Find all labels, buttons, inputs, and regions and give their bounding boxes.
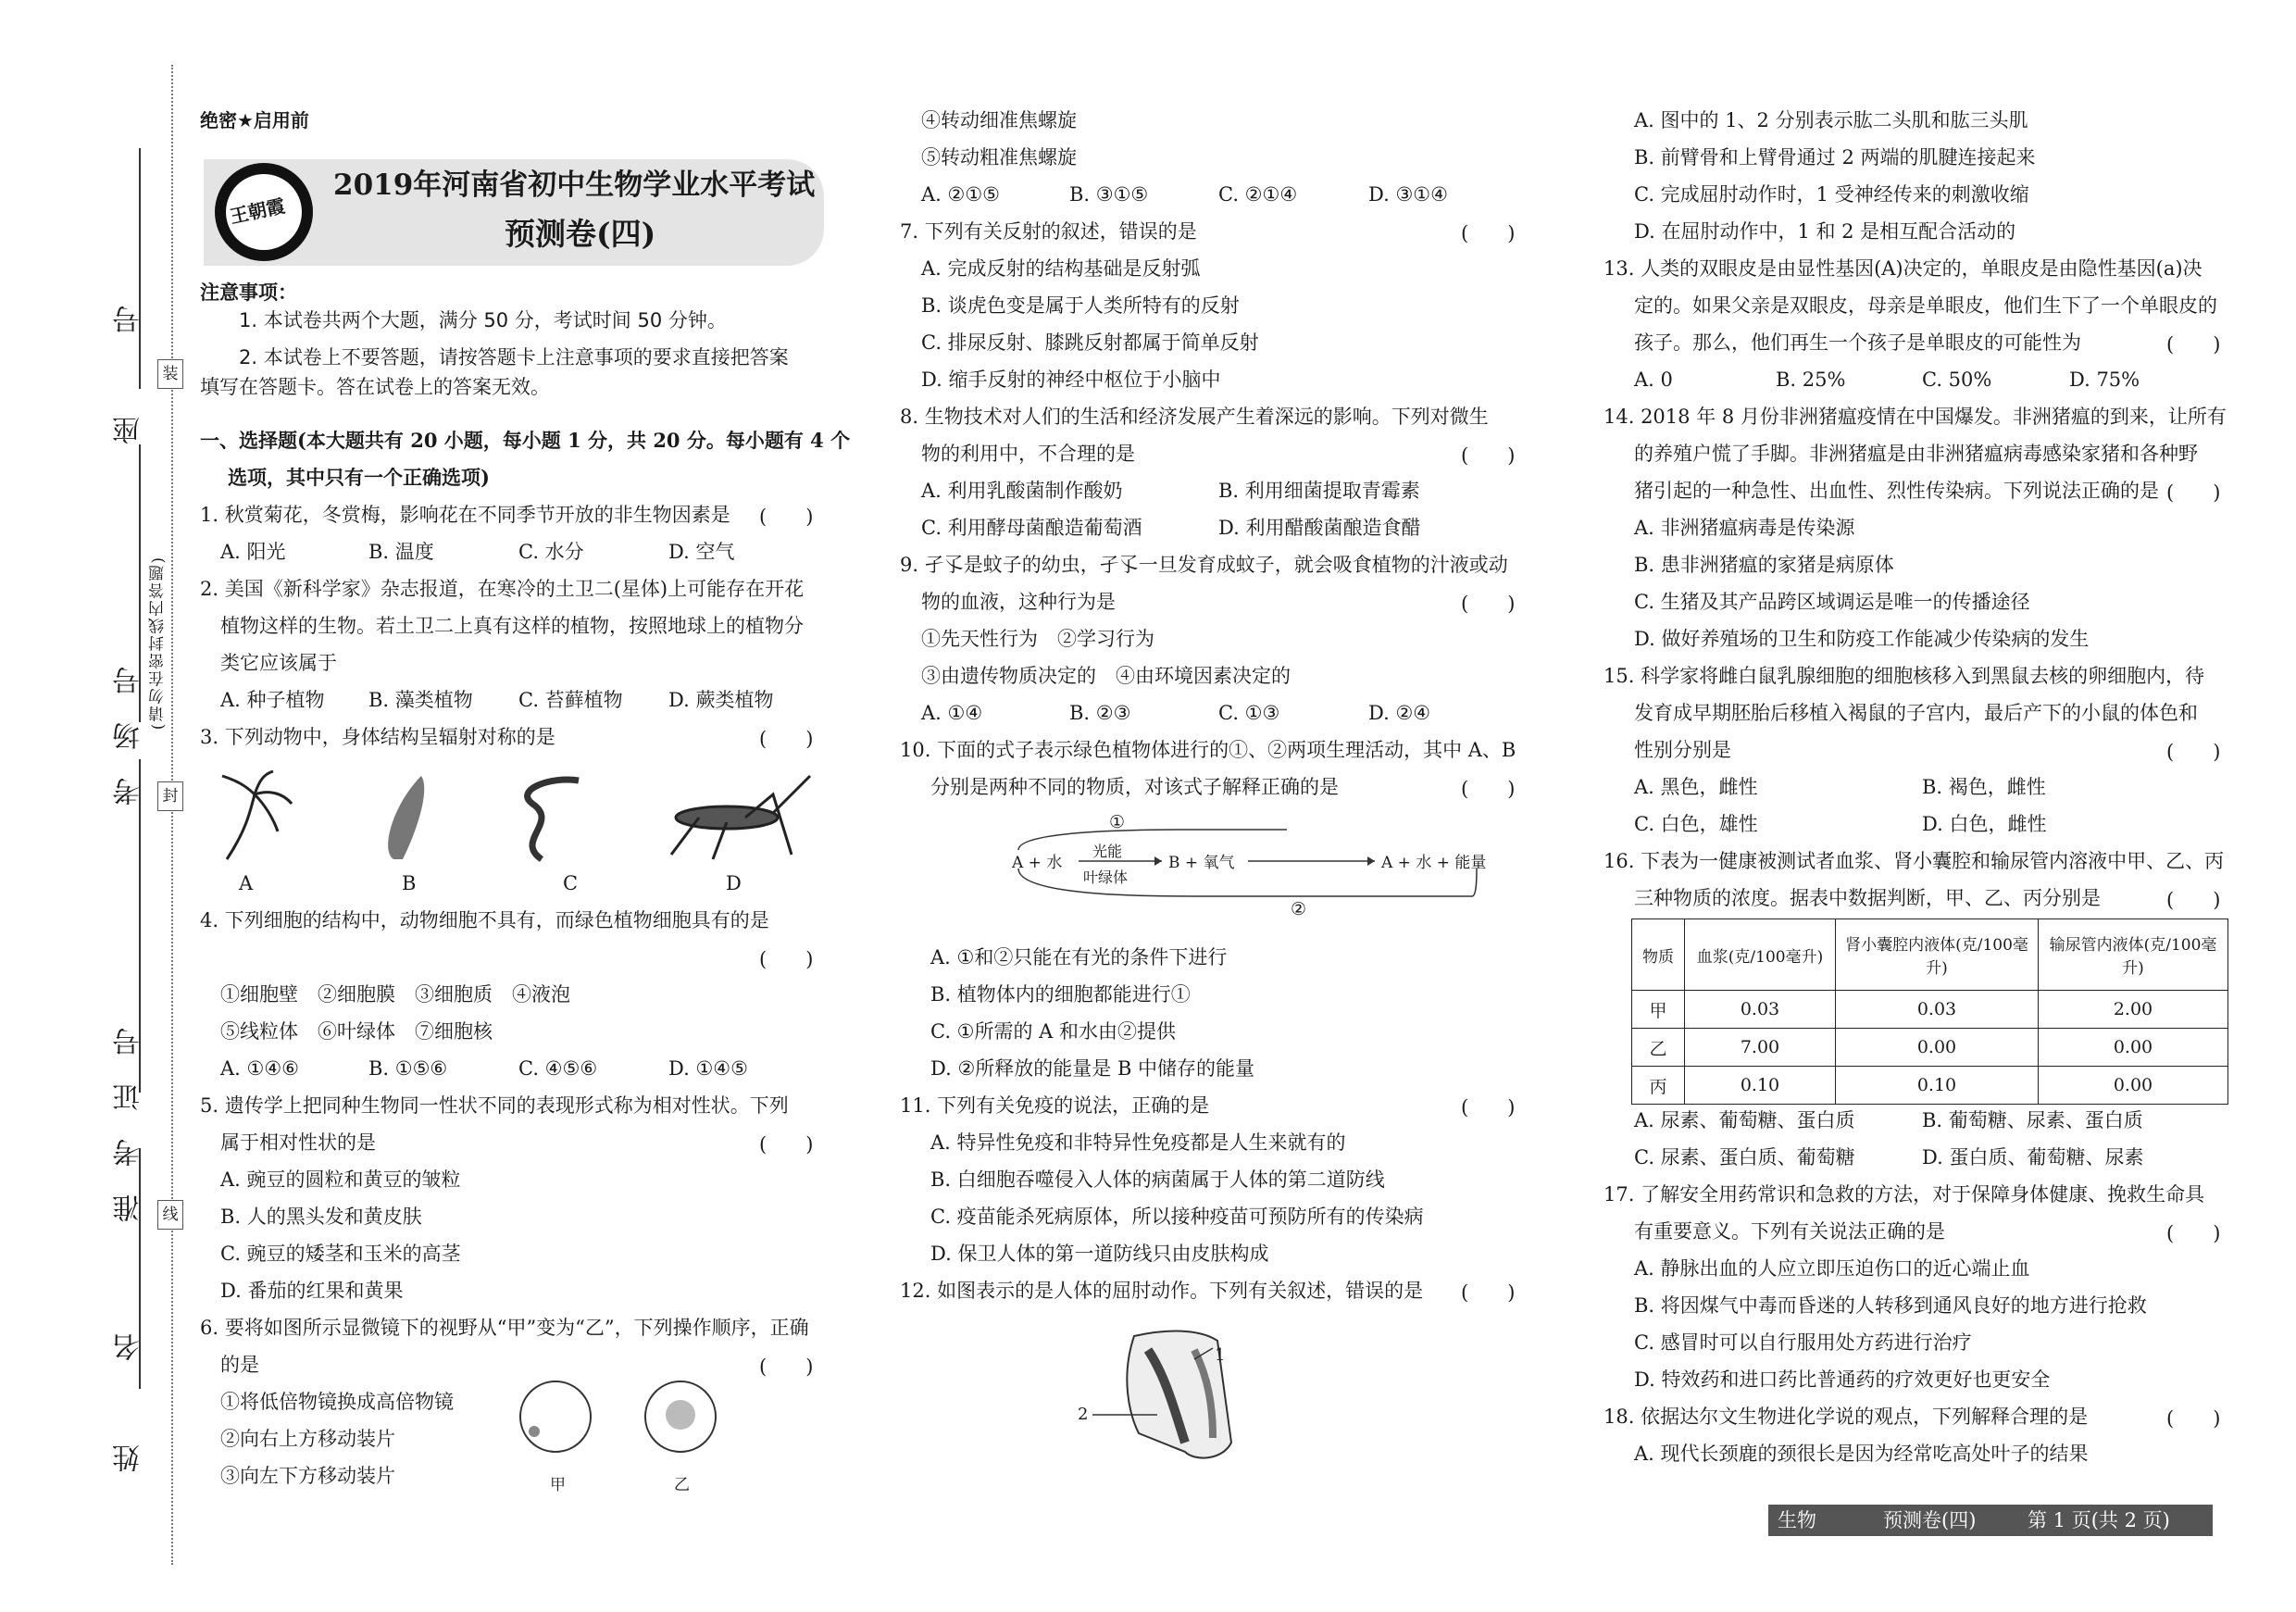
q18-option-a: A. 现代长颈鹿的颈很长是因为经常吃高处叶子的结果 xyxy=(1634,1443,2089,1465)
q15-line2: 发育成早期胚胎后移植入褐鼠的子宫内，最后产下的小鼠的体色和 xyxy=(1634,702,2198,724)
q9-option-c: C. ①③ xyxy=(1218,702,1280,724)
table-header-row xyxy=(1632,919,2228,991)
table-cell: 甲 xyxy=(1632,991,1685,1029)
q11-answer-paren[interactable]: ( ) xyxy=(1461,1096,1516,1118)
q9-items-2: ③由遗传物质决定的 ④由环境因素决定的 xyxy=(921,665,1291,687)
q4-option-d: D. ①④⑤ xyxy=(668,1057,748,1080)
exam-room-label: 考场号 xyxy=(113,639,145,806)
q17-answer-paren[interactable]: ( ) xyxy=(2166,1222,2221,1244)
formula-right: A + 水 + 能量 xyxy=(1381,854,1487,872)
q6-step-5: ⑤转动粗准焦螺旋 xyxy=(921,146,1077,169)
q14-answer-paren[interactable]: ( ) xyxy=(2166,481,2221,504)
q15-option-d: D. 白色，雌性 xyxy=(1922,813,2047,835)
q3-answer-paren[interactable]: ( ) xyxy=(759,728,814,750)
q6-option-b: B. ③①⑤ xyxy=(1069,183,1149,206)
q14-line1: 14. 2018 年 8 月份非洲猪瘟疫情在中国爆发。非洲猪瘟的到来，让所有 xyxy=(1603,406,2227,428)
seat-label: 座 号 xyxy=(113,278,145,444)
seat-field[interactable] xyxy=(139,148,141,389)
q18-answer-paren[interactable]: ( ) xyxy=(2166,1407,2221,1430)
planarian-figure xyxy=(388,776,424,859)
page-footer xyxy=(1768,1505,2213,1536)
q9-line1: 9. 孑孓是蚊子的幼虫，孑孓一旦发育成蚊子，就会吸食植物的汁液或动 xyxy=(900,554,1508,576)
q3-option-b: B xyxy=(402,872,417,894)
q6-line2: 的是 xyxy=(220,1354,259,1376)
q3-stem: 3. 下列动物中，身体结构呈辐射对称的是 xyxy=(200,726,555,748)
q10-option-c: C. ①所需的 A 和水由②提供 xyxy=(930,1020,1177,1043)
q17-option-c: C. 感冒时可以自行服用处方药进行治疗 xyxy=(1634,1331,1972,1354)
q9-answer-paren[interactable]: ( ) xyxy=(1461,593,1516,615)
table-row xyxy=(1632,1067,2228,1105)
q6-step-2: ②向右上方移动装片 xyxy=(220,1428,395,1450)
q10-option-a: A. ①和②只能在有光的条件下进行 xyxy=(930,946,1228,968)
grasshopper-figure xyxy=(671,776,810,859)
q7-option-d: D. 缩手反射的神经中枢位于小脑中 xyxy=(921,369,1221,391)
q16-option-b: B. 葡萄糖、尿素、蛋白质 xyxy=(1922,1109,2143,1131)
hydra-figure xyxy=(222,771,292,859)
note-1: 1. 本试卷共两个大题，满分 50 分，考试时间 50 分钟。 xyxy=(239,309,727,331)
q8-line2: 物的利用中，不合理的是 xyxy=(921,443,1135,465)
q9-option-a: A. ①④ xyxy=(921,702,983,724)
q6-option-c: C. ②①④ xyxy=(1218,183,1298,206)
formula-label-1: ① xyxy=(1109,812,1126,832)
notes-heading: 注意事项： xyxy=(200,281,297,304)
q6-step-1: ①将低倍物镜换成高倍物镜 xyxy=(220,1391,454,1413)
q5-line1: 5. 遗传学上把同种生物同一性状不同的表现形式称为相对性状。下列 xyxy=(200,1094,789,1117)
q16-option-d: D. 蛋白质、葡萄糖、尿素 xyxy=(1922,1146,2144,1168)
table-row xyxy=(1632,991,2228,1029)
formula-left: A + 水 xyxy=(1012,854,1063,872)
q3-animal-figures xyxy=(208,767,819,878)
q2-line3: 类它应该属于 xyxy=(220,652,337,674)
seal-char-3: 线 xyxy=(157,1200,183,1230)
q7-option-c: C. 排尿反射、膝跳反射都属于简单反射 xyxy=(921,331,1259,354)
table-cell: 丙 xyxy=(1632,1067,1685,1105)
q15-answer-paren[interactable]: ( ) xyxy=(2166,741,2221,763)
q15-line3: 性别分别是 xyxy=(1634,739,1731,761)
q8-option-a: A. 利用乳酸菌制作酸奶 xyxy=(921,480,1123,502)
seal-char-2: 封 xyxy=(157,781,183,811)
q13-line1: 13. 人类的双眼皮是由显性基因(A)决定的，单眼皮是由隐性基因(a)决 xyxy=(1603,257,2202,280)
table-cell: 0.10 xyxy=(1685,1067,1836,1105)
q16-answer-paren[interactable]: ( ) xyxy=(2166,889,2221,911)
q15-option-c: C. 白色，雄性 xyxy=(1634,813,1758,835)
q5-line2: 属于相对性状的是 xyxy=(220,1131,376,1154)
table-header-cell: 输尿管内液体(克/100毫升) xyxy=(2039,919,2228,991)
q15-option-a: A. 黑色，雌性 xyxy=(1634,776,1758,798)
q11-option-b: B. 白细胞吞噬侵入人体的病菌属于人体的第二道防线 xyxy=(930,1168,1385,1191)
q1-answer-paren[interactable]: ( ) xyxy=(759,506,814,528)
q10-option-b: B. 植物体内的细胞都能进行① xyxy=(930,983,1191,1006)
table-cell: 0.03 xyxy=(1685,991,1836,1029)
view-yi-label: 乙 xyxy=(674,1476,690,1494)
footer-subject: 生物 xyxy=(1778,1509,1816,1531)
seal-char-1: 装 xyxy=(157,359,183,389)
q6-line1: 6. 要将如图所示显微镜下的视野从“甲”变为“乙”，下列操作顺序，正确 xyxy=(200,1317,809,1339)
q1-stem: 1. 秋赏菊花，冬赏梅，影响花在不同季节开放的非生物因素是 xyxy=(200,504,730,526)
view-jia xyxy=(520,1381,591,1452)
binding-dotted-line xyxy=(171,65,173,1565)
note-2b: 填写在答题卡。答在试卷上的答案无效。 xyxy=(200,376,550,398)
table-cell: 0.00 xyxy=(2039,1029,2228,1067)
exam-title: 2019年河南省初中生物学业水平考试 xyxy=(333,169,816,202)
q3-option-a: A xyxy=(239,872,254,894)
q1-option-c: C. 水分 xyxy=(518,541,584,563)
footer-page-number: 第 1 页(共 2 页) xyxy=(2028,1509,2170,1531)
ticket-field[interactable] xyxy=(139,759,141,1093)
q10-option-d: D. ②所释放的能量是 B 中储存的能量 xyxy=(930,1057,1255,1080)
q7-option-b: B. 谈虎色变是属于人类所特有的反射 xyxy=(921,294,1240,317)
q7-stem: 7. 下列有关反射的叙述，错误的是 xyxy=(900,220,1197,243)
table-header-cell: 肾小囊腔内液体(克/100毫升) xyxy=(1836,919,2039,991)
q5-option-a: A. 豌豆的圆粒和黄豆的皱粒 xyxy=(220,1168,461,1191)
table-header-cell: 血浆(克/100毫升) xyxy=(1685,919,1836,991)
q8-option-b: B. 利用细菌提取青霉素 xyxy=(1218,480,1420,502)
q5-option-b: B. 人的黑头发和黄皮肤 xyxy=(220,1206,422,1228)
formula-chlorophyll: 叶绿体 xyxy=(1083,868,1129,886)
q3-option-c: C xyxy=(563,872,579,894)
q12-answer-paren[interactable]: ( ) xyxy=(1461,1281,1516,1304)
q2-option-a: A. 种子植物 xyxy=(220,689,325,711)
logo-text: 王朝霞 xyxy=(228,194,287,228)
q16-line2: 三种物质的浓度。据表中数据判断，甲、乙、丙分别是 xyxy=(1634,887,2101,909)
q10-answer-paren[interactable]: ( ) xyxy=(1461,778,1516,800)
q4-stem: 4. 下列细胞的结构中，动物细胞不具有，而绿色植物细胞具有的是 xyxy=(200,909,769,931)
q1-option-d: D. 空气 xyxy=(668,541,735,563)
q11-option-d: D. 保卫人体的第一道防线只由皮肤构成 xyxy=(930,1243,1269,1265)
q14-line2: 的养殖户慌了手脚。非洲猪瘟是由非洲猪瘟病毒感染家猪和各种野 xyxy=(1634,443,2198,465)
earthworm-figure xyxy=(528,780,579,859)
q14-line3: 猪引起的一种急性、出血性、烈性传染病。下列说法正确的是 xyxy=(1634,480,2159,502)
view-jia-label: 甲 xyxy=(550,1476,566,1494)
table-cell: 2.00 xyxy=(2039,991,2228,1029)
q7-answer-paren[interactable]: ( ) xyxy=(1461,222,1516,244)
q14-option-b: B. 患非洲猪瘟的家猪是病原体 xyxy=(1634,554,1894,576)
q2-option-b: B. 藻类植物 xyxy=(368,689,473,711)
elbow-flexion-figure xyxy=(1092,1322,1278,1470)
q4-items-1: ①细胞壁 ②细胞膜 ③细胞质 ④液泡 xyxy=(220,983,570,1006)
q9-option-d: D. ②④ xyxy=(1368,702,1431,724)
note-2a: 2. 本试卷上不要答题，请按答题卡上注意事项的要求直接把答案 xyxy=(239,346,789,369)
q14-option-c: C. 生猪及其产品跨区域调运是唯一的传播途径 xyxy=(1634,591,2030,613)
q4-items-2: ⑤线粒体 ⑥叶绿体 ⑦细胞核 xyxy=(220,1020,493,1043)
q13-option-d: D. 75% xyxy=(2069,369,2140,391)
q13-option-c: C. 50% xyxy=(1922,369,1992,391)
q1-option-b: B. 温度 xyxy=(368,541,434,563)
footer-paper: 预测卷(四) xyxy=(1883,1509,1977,1531)
q12-option-d: D. 在屈肘动作中，1 和 2 是相互配合活动的 xyxy=(1634,220,2016,243)
q15-line1: 15. 科学家将雌白鼠乳腺细胞的细胞核移入到黑鼠去核的卵细胞内，待 xyxy=(1603,665,2205,687)
q17-option-a: A. 静脉出血的人应立即压迫伤口的近心端止血 xyxy=(1634,1257,2030,1280)
q8-answer-paren[interactable]: ( ) xyxy=(1461,444,1516,467)
q11-option-c: C. 疫苗能杀死病原体，所以接种疫苗可预防所有的传染病 xyxy=(930,1206,1424,1228)
name-field[interactable] xyxy=(139,1148,141,1389)
q8-line1: 8. 生物技术对人们的生活和经济发展产生着深远的影响。下列对微生 xyxy=(900,406,1489,428)
formula-label-2: ② xyxy=(1291,899,1307,919)
q1-option-a: A. 阳光 xyxy=(220,541,286,563)
q2-line1: 2. 美国《新科学家》杂志报道，在寒冷的土卫二(星体)上可能存在开花 xyxy=(200,578,805,600)
exam-subtitle: 预测卷(四) xyxy=(505,216,656,252)
q12-option-c: C. 完成屈肘动作时，1 受神经传来的刺激收缩 xyxy=(1634,183,2029,206)
ticket-label: 准考证号 xyxy=(113,1000,145,1222)
q16-line1: 16. 下表为一健康被测试者血浆、肾小囊腔和输尿管内溶液中甲、乙、丙 xyxy=(1603,850,2225,872)
confidential-mark: 绝密★启用前 xyxy=(200,109,309,131)
q8-option-c: C. 利用酵母菌酿造葡萄酒 xyxy=(921,517,1142,539)
q6-step-3: ③向左下方移动装片 xyxy=(220,1465,395,1487)
q6-step-4: ④转动细准焦螺旋 xyxy=(921,109,1077,131)
q9-items-1: ①先天性行为 ②学习行为 xyxy=(921,628,1154,650)
microscope-views-figure xyxy=(514,1380,736,1472)
q12-stem: 12. 如图表示的是人体的屈肘动作。下列有关叙述，错误的是 xyxy=(900,1280,1424,1302)
q11-stem: 11. 下列有关免疫的说法，正确的是 xyxy=(900,1094,1210,1117)
q10-line1: 10. 下面的式子表示绿色植物体进行的①、②两项生理活动，其中 A、B xyxy=(900,739,1516,761)
q3-option-d: D xyxy=(726,872,742,894)
q15-option-b: B. 褐色，雌性 xyxy=(1922,776,2046,798)
table-header-cell: 物质 xyxy=(1632,919,1685,991)
section-heading-2: 选项，其中只有一个正确选项) xyxy=(228,466,490,489)
q11-option-a: A. 特异性免疫和非特异性免疫都是人生来就有的 xyxy=(930,1131,1346,1154)
formula-light: 光能 xyxy=(1092,843,1123,860)
q13-line2: 定的。如果父亲是双眼皮，母亲是单眼皮，他们生下了一个单眼皮的 xyxy=(1634,294,2217,317)
q16-option-c: C. 尿素、蛋白质、葡萄糖 xyxy=(1634,1146,1855,1168)
q14-option-d: D. 做好养殖场的卫生和防疫工作能减少传染病的发生 xyxy=(1634,628,2090,650)
table-cell: 0.10 xyxy=(1836,1067,2039,1105)
q7-option-a: A. 完成反射的结构基础是反射弧 xyxy=(921,257,1201,280)
q6-option-d: D. ③①④ xyxy=(1368,183,1448,206)
q6-option-a: A. ②①⑤ xyxy=(921,183,1000,206)
concentration-table xyxy=(1631,918,2228,1105)
section-heading: 一、选择题(本大题共有 20 小题，每小题 1 分，共 20 分。每小题有 4 个 xyxy=(200,429,851,452)
q18-stem: 18. 依据达尔文生物进化学说的观点，下列解释合理的是 xyxy=(1603,1406,2089,1428)
q6-answer-paren[interactable]: ( ) xyxy=(759,1356,814,1378)
q9-line2: 物的血液，这种行为是 xyxy=(921,591,1116,613)
table-row xyxy=(1632,1029,2228,1067)
q16-option-a: A. 尿素、葡萄糖、蛋白质 xyxy=(1634,1109,1855,1131)
q5-answer-paren[interactable]: ( ) xyxy=(759,1133,814,1156)
table-cell: 7.00 xyxy=(1685,1029,1836,1067)
table-cell: 0.00 xyxy=(1836,1029,2039,1067)
q4-answer-paren[interactable]: ( ) xyxy=(759,948,814,970)
q4-option-a: A. ①④⑥ xyxy=(220,1057,299,1080)
q17-option-b: B. 将因煤气中毒而昏迷的人转移到通风良好的地方进行抢救 xyxy=(1634,1294,2147,1317)
exam-room-field[interactable] xyxy=(139,444,141,722)
table-cell: 0.00 xyxy=(2039,1067,2228,1105)
formula-middle: B + 氧气 xyxy=(1168,854,1235,872)
q5-option-d: D. 番茄的红果和黄果 xyxy=(220,1280,404,1302)
q5-option-c: C. 豌豆的矮茎和玉米的高茎 xyxy=(220,1243,461,1265)
q17-line1: 17. 了解安全用药常识和急救的方法，对于保障身体健康、挽救生命具 xyxy=(1603,1183,2205,1206)
table-cell: 乙 xyxy=(1632,1029,1685,1067)
q4-option-c: C. ④⑤⑥ xyxy=(518,1057,598,1080)
q8-option-d: D. 利用醋酸菌酿造食醋 xyxy=(1218,517,1421,539)
muscle-label-1: 1 xyxy=(1215,1345,1226,1365)
q17-line2: 有重要意义。下列有关说法正确的是 xyxy=(1634,1220,1945,1243)
q14-option-a: A. 非洲猪瘟病毒是传染源 xyxy=(1634,517,1855,539)
q4-option-b: B. ①⑤⑥ xyxy=(368,1057,448,1080)
q10-line2: 分别是两种不同的物质，对该式子解释正确的是 xyxy=(930,776,1339,798)
q13-option-a: A. 0 xyxy=(1634,369,1673,391)
q13-answer-paren[interactable]: ( ) xyxy=(2166,333,2221,356)
q13-line3: 孩子。那么，他们再生一个孩子是单眼皮的可能性为 xyxy=(1634,331,2081,354)
q2-option-d: D. 蕨类植物 xyxy=(668,689,774,711)
q2-line2: 植物这样的生物。若土卫二上真有这样的植物，按照地球上的植物分 xyxy=(220,615,804,637)
q2-option-c: C. 苔藓植物 xyxy=(518,689,623,711)
q13-option-b: B. 25% xyxy=(1776,369,1846,391)
q12-option-a: A. 图中的 1、2 分别表示肱二头肌和肱三头肌 xyxy=(1634,109,2028,131)
table-cell: 0.03 xyxy=(1836,991,2039,1029)
q12-option-b: B. 前臂骨和上臂骨通过 2 两端的肌腱连接起来 xyxy=(1634,146,2036,169)
name-label: 姓 名 xyxy=(113,1306,145,1472)
muscle-label-2: 2 xyxy=(1078,1405,1089,1424)
no-answer-note: (请勿在密封线内答题) xyxy=(149,556,168,731)
q17-option-d: D. 特效药和进口药比普通药的疗效更好也更安全 xyxy=(1634,1368,2051,1391)
q9-option-b: B. ②③ xyxy=(1069,702,1131,724)
